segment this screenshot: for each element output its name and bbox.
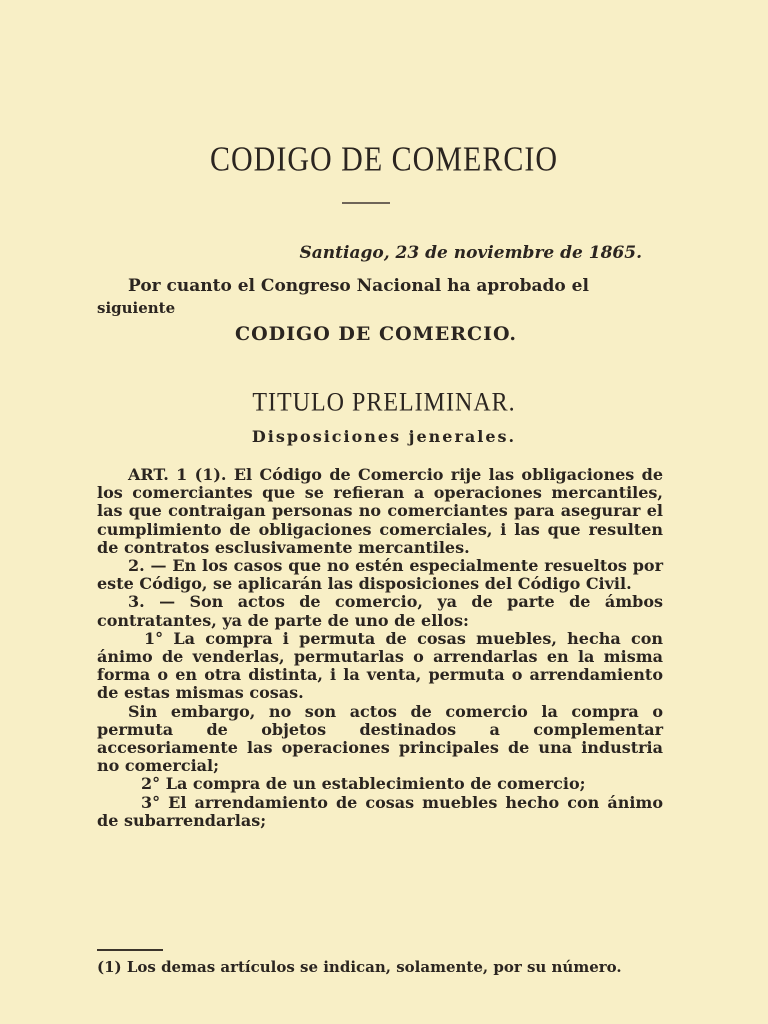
body-text [97, 466, 663, 830]
article-3-item-2: 2° La compra de un establecimiento de comercio; [141, 774, 586, 794]
title-divider [342, 202, 390, 204]
dateline: Santiago, 23 de noviembre de 1865. [299, 243, 642, 263]
article-2: 2. — En los casos que no estén especialmente resueltos por este Código, se aplicarán las disposiciones del Código Civil. [97, 556, 663, 594]
article-3-item-1: 1° La compra i permuta de cosas muebles, hecha con ánimo de venderlas, permutarlas o arrendarlas en la misma forma o en otra distinta, i la venta, permuta o arrendamiento de estas mismas cosas. [97, 628, 663, 703]
intro-line-1: Por cuanto el Congreso Nacional ha aprobado el [128, 276, 589, 296]
document-title: CODIGO DE COMERCIO [210, 140, 558, 179]
code-heading: CODIGO DE COMERCIO. [235, 323, 518, 345]
article-3-item-3: 3° El arrendamiento de cosas muebles hecho con ánimo de subarrendarlas; [97, 792, 663, 830]
article-3-exception: Sin embargo, no son actos de comercio la compra o permuta de objetos destinados a complementar accesoriamente las operaciones principales de una industria no comercial; [97, 701, 663, 776]
intro-line-2: siguiente [97, 299, 176, 317]
article-3: 3. — Son actos de comercio, ya de parte de ámbos contratantes, ya de parte de uno de ellos: [97, 592, 663, 630]
section-subtitle: Disposiciones jenerales. [251, 427, 517, 446]
article-1: ART. 1 (1). El Código de Comercio rije las obligaciones de los comerciantes que se refieran a operaciones mercantiles, las que contraigan personas no comerciantes para asegurar el cumplimiento de obligaciones comerciales, i las que resulten de contratos esclusivamente mercantiles. [97, 465, 663, 557]
section-title: TITULO PRELIMINAR. [252, 388, 516, 418]
footnote-divider [97, 949, 163, 951]
footnote: (1) Los demas artículos se indican, solamente, por su número. [97, 958, 622, 976]
